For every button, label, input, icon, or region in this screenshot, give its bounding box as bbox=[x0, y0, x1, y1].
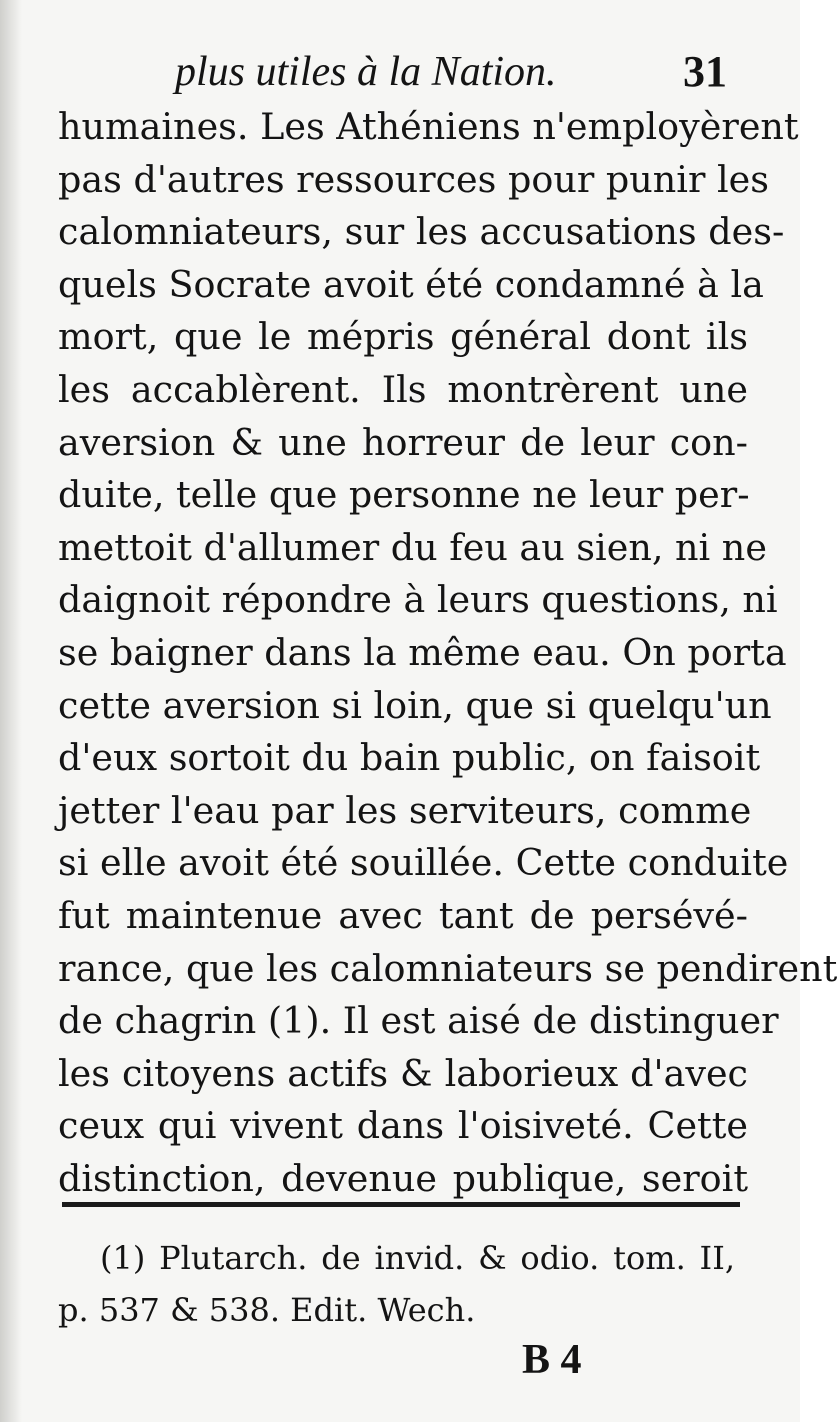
signature-mark: B 4 bbox=[522, 1337, 582, 1383]
text-line: les accablèrent. Ils montrèrent une bbox=[58, 367, 748, 411]
text-line: rance, que les calomniateurs se pendirent bbox=[58, 946, 837, 990]
footnote-line: (1) Plutarch. de invid. & odio. tom. II, bbox=[100, 1239, 735, 1277]
text-line: mort, que le mépris général dont ils bbox=[58, 315, 748, 359]
text-line: duite, telle que personne ne leur per- bbox=[58, 473, 750, 517]
text-line: de chagrin (1). Il est aisé de distinguer bbox=[58, 999, 779, 1043]
text-line: aversion & une horreur de leur con- bbox=[58, 420, 748, 464]
text-line: jetter l'eau par les serviteurs, comme bbox=[58, 788, 752, 832]
text-line: calomniateurs, sur les accusations des- bbox=[58, 210, 785, 254]
footnote bbox=[58, 1232, 748, 1336]
footnote-rule bbox=[62, 1202, 740, 1207]
text-line: daignoit répondre à leurs questions, ni bbox=[58, 578, 778, 622]
text-line: si elle avoit été souillée. Cette conduite bbox=[58, 841, 789, 885]
text-line: se baigner dans la même eau. On porta bbox=[58, 630, 787, 674]
text-line: d'eux sortoit du bain public, on faisoit bbox=[58, 736, 761, 780]
text-line: fut maintenue avec tant de persévé- bbox=[58, 893, 748, 937]
text-line: les citoyens actifs & laborieux d'avec bbox=[58, 1051, 748, 1095]
text-line: pas d'autres ressources pour punir les bbox=[58, 157, 770, 201]
text-line: ceux qui vivent dans l'oisiveté. Cette bbox=[58, 1104, 748, 1148]
running-head: plus utiles à la Nation. bbox=[175, 49, 557, 95]
footnote-line: p. 537 & 538. Edit. Wech. bbox=[58, 1291, 476, 1329]
text-line: quels Socrate avoit été condamné à la bbox=[58, 262, 764, 306]
text-line: mettoit d'allumer du feu au sien, ni ne bbox=[58, 525, 767, 569]
text-line: distinction, devenue publique, seroit bbox=[58, 1156, 748, 1200]
page-gutter-shadow bbox=[0, 0, 22, 1422]
page-number: 31 bbox=[683, 47, 727, 96]
text-line: cette aversion si loin, que si quelqu'un bbox=[58, 683, 772, 727]
body-text bbox=[58, 101, 837, 1205]
text-line: humaines. Les Athéniens n'employèrent bbox=[58, 105, 799, 148]
